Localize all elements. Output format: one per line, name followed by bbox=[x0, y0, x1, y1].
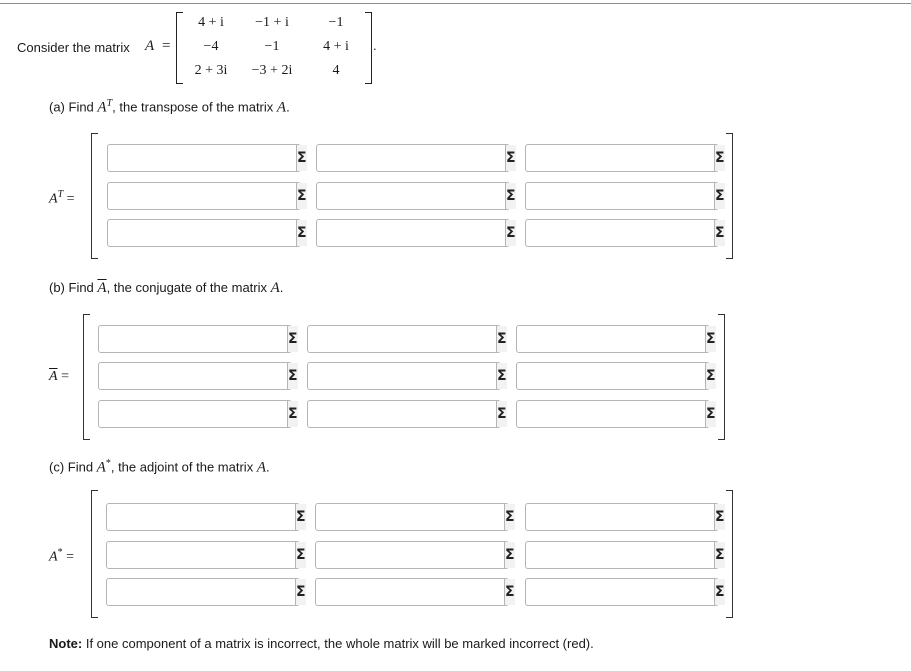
answer-input[interactable] bbox=[317, 145, 505, 171]
answer-input[interactable] bbox=[316, 542, 504, 568]
answer-input[interactable] bbox=[308, 401, 496, 427]
sigma-icon[interactable]: Σ bbox=[295, 579, 306, 605]
given-matrix bbox=[176, 12, 372, 82]
answer-input[interactable] bbox=[526, 579, 714, 605]
sigma-icon[interactable]: Σ bbox=[714, 145, 725, 171]
sigma-icon[interactable]: Σ bbox=[705, 363, 716, 389]
sigma-icon[interactable]: Σ bbox=[714, 183, 725, 209]
answer-cell-a-r2c3 bbox=[525, 182, 725, 210]
answer-input[interactable] bbox=[108, 183, 296, 209]
left-bracket bbox=[83, 314, 90, 440]
right-bracket bbox=[726, 490, 733, 618]
sigma-icon[interactable]: Σ bbox=[504, 542, 515, 568]
answer-cell-b-r2c2 bbox=[307, 362, 507, 390]
answer-cell-b-r3c1 bbox=[98, 400, 298, 428]
matrix-cell: −1 + i bbox=[255, 15, 289, 30]
answer-input[interactable] bbox=[526, 183, 714, 209]
answer-cell-b-r3c2 bbox=[307, 400, 507, 428]
matrix-cell: 4 + i bbox=[323, 39, 349, 54]
answer-cell-a-r1c3 bbox=[525, 144, 725, 172]
answer-input[interactable] bbox=[107, 504, 295, 530]
left-bracket bbox=[91, 133, 98, 259]
answer-cell-a-r2c1 bbox=[107, 182, 307, 210]
answer-input[interactable] bbox=[107, 542, 295, 568]
matrix-cell: −1 bbox=[264, 39, 280, 54]
sigma-icon[interactable]: Σ bbox=[504, 504, 515, 530]
answer-input[interactable] bbox=[517, 326, 705, 352]
answer-cell-b-r1c2 bbox=[307, 325, 507, 353]
answer-input[interactable] bbox=[526, 220, 714, 246]
answer-cell-c-r2c2 bbox=[315, 541, 515, 569]
matrix-cell: 4 + i bbox=[198, 15, 224, 30]
sigma-icon[interactable]: Σ bbox=[714, 504, 725, 530]
top-divider bbox=[0, 3, 911, 4]
transpose-lhs: $A^T$ = bbox=[49, 189, 75, 207]
sigma-icon[interactable]: Σ bbox=[287, 326, 298, 352]
answer-input[interactable] bbox=[517, 401, 705, 427]
sigma-icon[interactable]: Σ bbox=[296, 183, 307, 209]
answer-cell-b-r3c3 bbox=[516, 400, 716, 428]
sigma-icon[interactable]: Σ bbox=[714, 542, 725, 568]
matrix-cell: 2 + 3i bbox=[194, 63, 228, 78]
answer-input[interactable] bbox=[99, 363, 287, 389]
sigma-icon[interactable]: Σ bbox=[504, 579, 515, 605]
conjugate-lhs: $\overline{A}$ = bbox=[49, 369, 69, 384]
answer-input[interactable] bbox=[108, 220, 296, 246]
matrix-name: A bbox=[145, 38, 155, 54]
sigma-icon[interactable]: Σ bbox=[505, 145, 516, 171]
answer-input[interactable] bbox=[317, 220, 505, 246]
matrix-cell: −1 bbox=[328, 15, 344, 30]
sigma-icon[interactable]: Σ bbox=[295, 504, 306, 530]
sigma-icon[interactable]: Σ bbox=[496, 401, 507, 427]
answer-input[interactable] bbox=[317, 183, 505, 209]
answer-input[interactable] bbox=[99, 401, 287, 427]
adjoint-lhs: A* = bbox=[49, 547, 74, 565]
sigma-icon[interactable]: Σ bbox=[496, 326, 507, 352]
sigma-icon[interactable]: Σ bbox=[287, 363, 298, 389]
grading-note: Note: If one component of a matrix is incorrect, the whole matrix will be marked incorrect (red). bbox=[49, 636, 594, 651]
answer-cell-c-r3c3 bbox=[525, 578, 725, 606]
answer-cell-a-r2c2 bbox=[316, 182, 516, 210]
answer-input[interactable] bbox=[99, 326, 287, 352]
answer-input[interactable] bbox=[107, 579, 295, 605]
answer-cell-a-r3c1 bbox=[107, 219, 307, 247]
answer-cell-c-r3c2 bbox=[315, 578, 515, 606]
answer-input[interactable] bbox=[526, 542, 714, 568]
answer-input[interactable] bbox=[316, 504, 504, 530]
answer-cell-a-r1c1 bbox=[107, 144, 307, 172]
sigma-icon[interactable]: Σ bbox=[295, 542, 306, 568]
sigma-icon[interactable]: Σ bbox=[287, 401, 298, 427]
right-bracket bbox=[718, 314, 725, 440]
sigma-icon[interactable]: Σ bbox=[505, 183, 516, 209]
sigma-icon[interactable]: Σ bbox=[705, 326, 716, 352]
answer-cell-c-r3c1 bbox=[106, 578, 306, 606]
matrix-cell: −4 bbox=[203, 39, 219, 54]
matrix-cell: −3 + 2i bbox=[251, 63, 293, 78]
answer-cell-c-r1c2 bbox=[315, 503, 515, 531]
left-bracket bbox=[91, 490, 98, 618]
period: . bbox=[373, 38, 377, 53]
right-bracket bbox=[726, 133, 733, 259]
part-b-label: (b) Find $\overline{A}$, the conjugate of the matrix A. bbox=[49, 280, 284, 296]
answer-cell-a-r3c2 bbox=[316, 219, 516, 247]
answer-input[interactable] bbox=[517, 363, 705, 389]
answer-input[interactable] bbox=[526, 145, 714, 171]
sigma-icon[interactable]: Σ bbox=[496, 363, 507, 389]
answer-cell-c-r2c3 bbox=[525, 541, 725, 569]
answer-input[interactable] bbox=[108, 145, 296, 171]
part-a-label: (a) Find $A^T$, the transpose of the matrix A. bbox=[49, 98, 290, 116]
problem-prompt: Consider the matrix bbox=[17, 40, 130, 55]
part-c-label: (c) Find A*, the adjoint of the matrix A. bbox=[49, 458, 270, 476]
answer-cell-b-r1c1 bbox=[98, 325, 298, 353]
answer-cell-c-r1c1 bbox=[106, 503, 306, 531]
answer-cell-b-r1c3 bbox=[516, 325, 716, 353]
answer-cell-c-r1c3 bbox=[525, 503, 725, 531]
answer-input[interactable] bbox=[316, 579, 504, 605]
answer-input[interactable] bbox=[308, 326, 496, 352]
sigma-icon[interactable]: Σ bbox=[296, 145, 307, 171]
answer-input[interactable] bbox=[308, 363, 496, 389]
answer-cell-c-r2c1 bbox=[106, 541, 306, 569]
answer-cell-a-r3c3 bbox=[525, 219, 725, 247]
answer-input[interactable] bbox=[526, 504, 714, 530]
matrix-cell: 4 bbox=[332, 63, 340, 78]
answer-cell-b-r2c1 bbox=[98, 362, 298, 390]
equals-sign: = bbox=[162, 38, 171, 54]
sigma-icon[interactable]: Σ bbox=[705, 401, 716, 427]
sigma-icon[interactable]: Σ bbox=[296, 220, 307, 246]
answer-cell-b-r2c3 bbox=[516, 362, 716, 390]
sigma-icon[interactable]: Σ bbox=[714, 220, 725, 246]
sigma-icon[interactable]: Σ bbox=[505, 220, 516, 246]
answer-cell-a-r1c2 bbox=[316, 144, 516, 172]
sigma-icon[interactable]: Σ bbox=[714, 579, 725, 605]
